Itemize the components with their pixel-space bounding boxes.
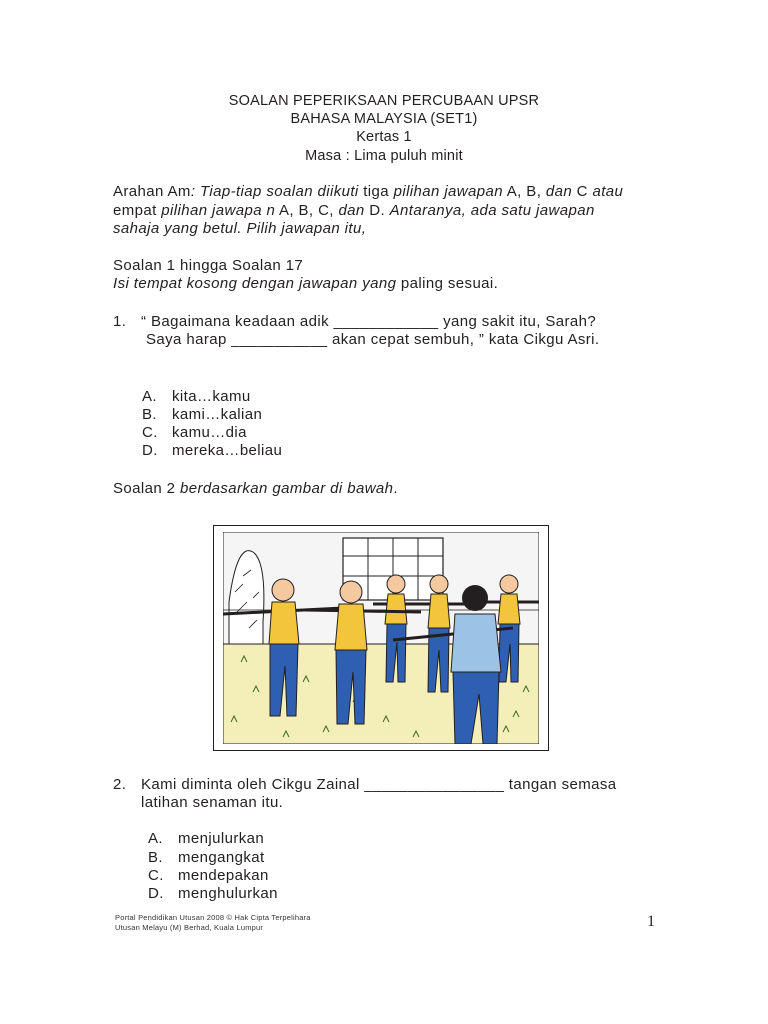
footer-publisher: Utusan Melayu (M) Berhad, Kuala Lumpur: [115, 923, 264, 932]
q1-text-line-1: “ Bagaimana keadaan adik ____________ yang sakit itu, Sarah?: [141, 313, 597, 330]
q2-option-d[interactable]: D. menghulurkan: [148, 885, 278, 902]
instruction-line-1: Arahan Am: Tiap-tiap soalan diikuti tiga pilihan jawapan A, B, dan C atau: [113, 183, 624, 200]
section2-title: Soalan 2 berdasarkan gambar di bawah.: [113, 480, 398, 497]
page-number: 1: [647, 913, 655, 930]
exercise-scene: [223, 532, 539, 744]
q2-option-a[interactable]: A. menjulurkan: [148, 830, 265, 847]
q1-option-c[interactable]: C. kamu…dia: [142, 424, 247, 441]
exercise-illustration: [213, 525, 549, 751]
exam-title: SOALAN PEPERIKSAAN PERCUBAAN UPSR: [228, 93, 540, 109]
q1-option-d[interactable]: D. mereka…beliau: [142, 442, 283, 459]
instruction-label: Arahan Am: [113, 183, 191, 200]
q2-text-line-2: latihan senaman itu.: [141, 794, 284, 811]
q2-option-b[interactable]: B. mengangkat: [148, 849, 265, 866]
section1-instruction: Isi tempat kosong dengan jawapan yang paling sesuai.: [113, 275, 499, 292]
q2-text-line-1: Kami diminta oleh Cikgu Zainal ________________ tangan semasa: [141, 776, 617, 793]
q1-number: 1.: [113, 313, 127, 330]
q2-option-c[interactable]: C. mendepakan: [148, 867, 269, 884]
q1-option-a[interactable]: A. kita…kamu: [142, 388, 251, 405]
section1-title: Soalan 1 hingga Soalan 17: [113, 257, 304, 274]
q2-number: 2.: [113, 776, 127, 793]
footer-copyright: Portal Pendidikan Utusan 2008 © Hak Cipta Terpelihara: [115, 913, 311, 922]
instruction-line-2: empat pilihan jawapa n A, B, C, dan D. Antaranya, ada satu jawapan: [113, 202, 595, 219]
exam-duration: Masa : Lima puluh minit: [305, 148, 463, 164]
exam-paper: Kertas 1: [356, 129, 412, 145]
q1-text-line-2: Saya harap ___________ akan cepat sembuh, ” kata Cikgu Asri.: [146, 331, 600, 348]
instruction-line-3: sahaja yang betul. Pilih jawapan itu,: [113, 220, 367, 237]
exam-subject: BAHASA MALAYSIA (SET1): [290, 111, 478, 127]
q1-option-b[interactable]: B. kami…kalian: [142, 406, 263, 423]
